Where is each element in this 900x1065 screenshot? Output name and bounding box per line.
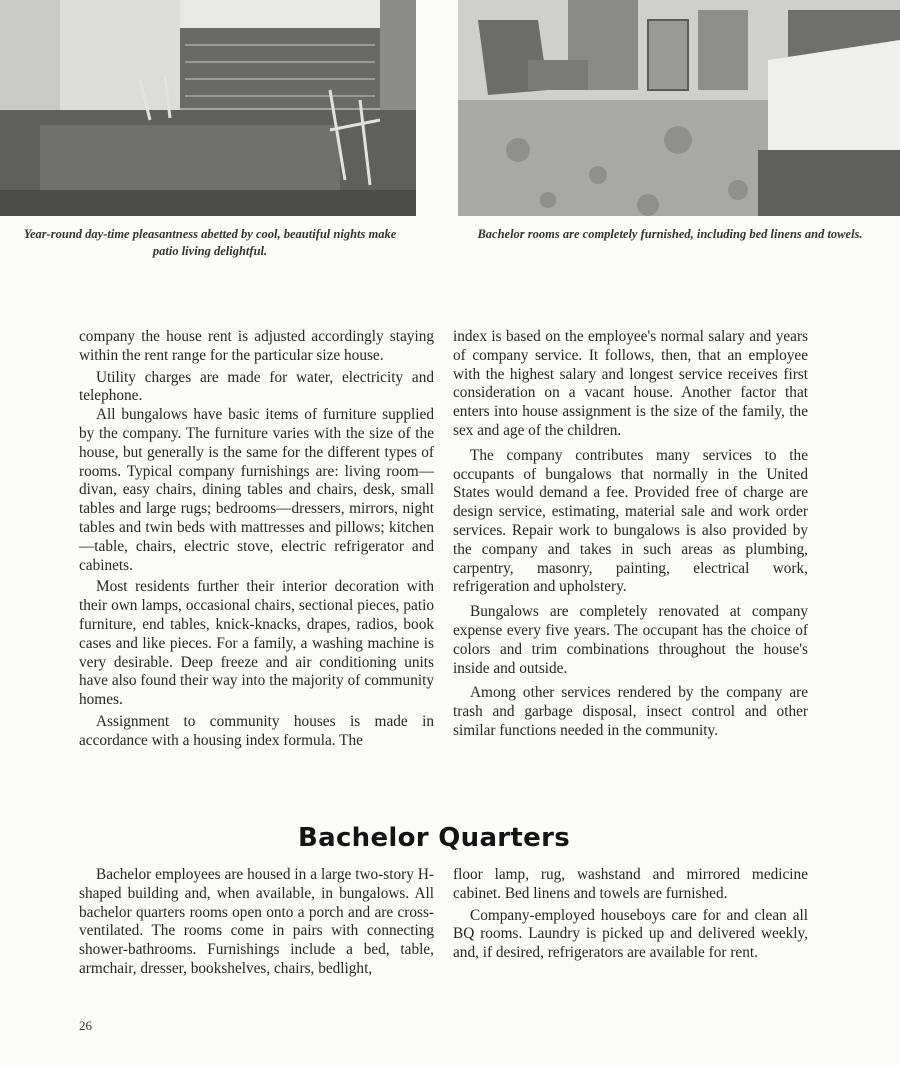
paragraph: All bungalows have basic items of furniture supplied by the company. The furniture varies with the size of the house, but generally is the same for the different types of rooms. Typical company furnishings are: living room—divan, easy chairs, dining tables and chairs, desk, small tables and large rugs; bedrooms—dressers, mirrors, night tables and twin beds with mattresses and pillows; kitchen—table, chairs, electric stove, electric refrigerator and cabinets. (79, 406, 434, 574)
paragraph: company the house rent is adjusted accordingly staying within the rent range for the particular size house. (79, 328, 434, 364)
paragraph: index is based on the employee's normal salary and years of company service. It follows, then, that an employee with the highest salary and longest service receives first consideration on a vacant house. Another factor that enters into house assignment is the size of the family, the sex and age of the children. (453, 328, 808, 439)
bachelor-room-caption: Bachelor rooms are completely furnished, including bed linens and towels. (477, 227, 863, 241)
patio-photo (0, 0, 416, 216)
bachelor-left-column (79, 866, 434, 979)
paragraph: Company-employed houseboys care for and clean all BQ rooms. Laundry is picked up and delivered weekly, and, if desired, refrigerators are available for rent. (453, 906, 808, 962)
page-number: 26 (79, 1018, 92, 1033)
article-right-column (453, 328, 808, 741)
section-heading: Bachelor Quarters (297, 823, 570, 853)
paragraph: Bungalows are completely renovated at company expense every five years. The occupant has the choice of colors and trim combinations throughout the house's inside and outside. (453, 603, 808, 677)
bachelor-right-column (453, 866, 808, 963)
paragraph: Bachelor employees are housed in a large two-story H-shaped building and, when available, in bungalows. All bachelor quarters rooms open onto a porch and are cross-ventilated. The rooms come in pairs with connecting shower-bathrooms. Furnishings include a bed, table, armchair, dresser, bookshelves, chairs, bedlight, (79, 866, 434, 977)
patio-photo-caption: Year-round day-time pleasantness abetted by cool, beautiful nights make patio living delightful. (23, 227, 397, 258)
paragraph: Utility charges are made for water, electricity and telephone. (79, 368, 434, 405)
paragraph: floor lamp, rug, washstand and mirrored medicine cabinet. Bed linens and towels are furnished. (453, 866, 808, 902)
bachelor-room-photo (458, 0, 900, 216)
paragraph: The company contributes many services to the occupants of bungalows that normally in the United States would demand a fee. Provided free of charge are design service, estimating, material sale and work order services. Repair work to bungalows is also provided by the company and takes in such areas as plumbing, carpentry, masonry, painting, electrical work, refrigeration and upholstery. (453, 446, 808, 596)
article-left-column (79, 328, 434, 751)
paragraph: Most residents further their interior decoration with their own lamps, occasional chairs, sectional pieces, patio furniture, end tables, knick-knacks, drapes, radios, book cases and like pieces. For a family, a washing machine is very desirable. Deep freeze and air conditioning units have also found their way into the majority of community homes. (79, 578, 434, 709)
paragraph: Among other services rendered by the company are trash and garbage disposal, insect control and other similar functions needed in the community. (453, 684, 808, 739)
paragraph: Assignment to community houses is made in accordance with a housing index formula. The (79, 712, 434, 749)
